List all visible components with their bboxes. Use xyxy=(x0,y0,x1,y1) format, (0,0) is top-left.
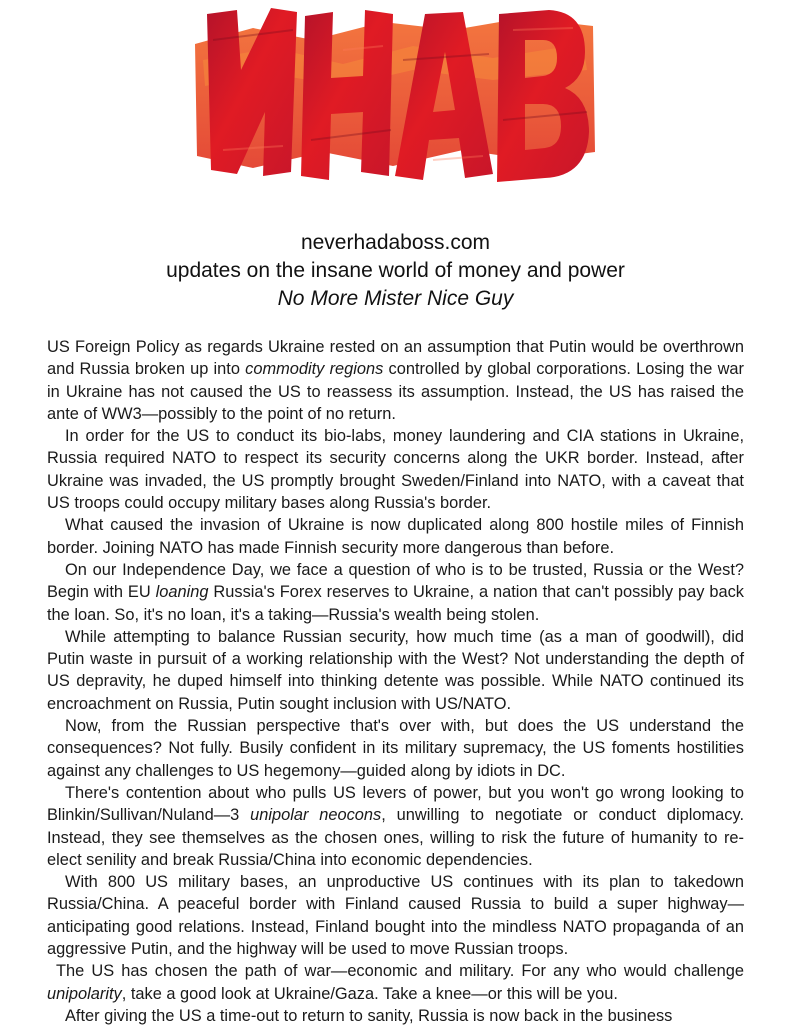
site-tagline: updates on the insane world of money and power xyxy=(166,259,625,282)
paragraph-9-emphasis: unipolarity xyxy=(47,984,122,1003)
paragraph-1 xyxy=(47,336,744,425)
paragraph-8: With 800 US military bases, an unproductive US continues with its plan to takedown Russia/China. A peaceful border with Finland caused Russia to build a super highway—anticipating good relations. Instead, Finland bought into the mindless NATO propaganda of an aggressive Putin, and the highway will be used to move Russian troops. xyxy=(47,873,744,959)
site-domain[interactable]: neverhadaboss.com xyxy=(300,231,491,254)
paragraph-1-emphasis: commodity regions xyxy=(245,360,384,379)
paragraph-10: After giving the US a time-out to return to sanity, Russia is now back in the business xyxy=(65,1006,673,1025)
paragraph-4-emphasis: loaning xyxy=(155,583,209,602)
paragraph-9-text-b: , take a good look at Ukraine/Gaza. Take a knee—or this will be you. xyxy=(121,984,618,1003)
site-motto: No More Mister Nice Guy xyxy=(277,287,514,310)
paragraph-7-text-b: , unwilling to negotiate or conduct diplomacy. Instead, they see themselves as the chosen ones, willing to risk the future of humanity to re-elect senility and break Russia/China into economic dependencies. xyxy=(47,806,745,869)
paragraph-1-text-a: US Foreign Policy as regards Ukraine rested on an assumption that Putin would be overthrown and Russia broken up into xyxy=(47,338,744,379)
paragraph-4-text-a: On our Independence Day, we face a question of who is to be trusted, Russia or the West? Begin with EU xyxy=(47,560,744,602)
paragraph-5: While attempting to balance Russian security, how much time (as a man of goodwill), did Putin waste in pursuit of a working relationship with the West? Not understanding the depth of US depravity, he duped himself into thinking detente was possible. While NATO continued its encroachment on Russia, Putin sought inclusion with US/NATO. xyxy=(47,627,744,713)
site-header xyxy=(0,229,791,313)
paragraph-6: Now, from the Russian perspective that's over with, but does the US understand the consequences? Not fully. Busily confident in its military supremacy, the US foments hostilities against any challenges to US hegemony—guided along by idiots in DC. xyxy=(47,717,744,780)
nhab-logo-graphic xyxy=(193,0,597,190)
paragraph-1-text-b: controlled by global corporations. Losing the war in Ukraine has not caused the US to reassess its assumption. Instead, the US has raised the ante of WW3—possibly to the point of no return. xyxy=(47,360,744,423)
paragraph-9-text-a: The US has chosen the path of war—economic and military. For any who would challenge xyxy=(56,962,744,981)
paragraph-7-emphasis: unipolar neocons xyxy=(250,806,382,825)
paragraph-4-text-b: Russia's Forex reserves to Ukraine, a nation that can't possibly pay back the loan. So, it's no loan, it's a taking—Russia's wealth being stolen. xyxy=(47,583,744,624)
paragraph-2: In order for the US to conduct its bio-labs, money laundering and CIA stations in Ukraine, Russia required NATO to respect its security concerns along the UKR border. Instead, after Ukraine was invaded, the US promptly brought Sweden/Finland into NATO, with a caveat that US troops could occupy military bases along Russia's border. xyxy=(47,427,744,513)
paragraph-9 xyxy=(47,960,744,1005)
paragraph-3: What caused the invasion of Ukraine is now duplicated along 800 hostile miles of Finnish border. Joining NATO has made Finnish security more dangerous than before. xyxy=(47,516,744,557)
paragraph-7-text-a: There's contention about who pulls US levers of power, but you won't go wrong looking to Blinkin/Sullivan/Nuland—3 xyxy=(47,783,744,825)
article-body xyxy=(47,336,744,1027)
paragraph-4 xyxy=(47,559,744,626)
paragraph-7 xyxy=(47,782,744,871)
site-logo[interactable] xyxy=(193,0,597,190)
